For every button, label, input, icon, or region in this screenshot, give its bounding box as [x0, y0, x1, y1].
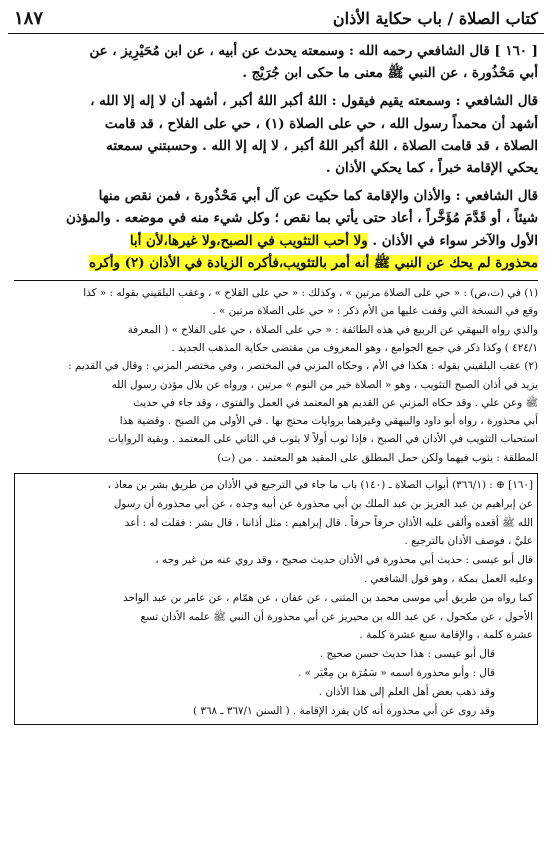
text-line: قال الشافعي : وسمعته يقيم فيقول : اللهُ أكبر اللهُ أكبر ، أشهد أن لا إله إلا الله ، — [90, 93, 538, 110]
text-line: [ ١٦٠ ] قال الشافعي رحمه الله : وسمعته يحدث عن أبيه ، عن ابن مُحَيْرِيز ، عن — [89, 43, 538, 59]
text-line: (١) في (ت،ص) : « حي على الصلاة مرتين » ، وكذلك : « حي على الفلاح » ، وعقب البلقيني بقوله : « كذا — [83, 287, 538, 300]
footnotes — [14, 284, 538, 467]
text-line: أشهد أن محمداً رسول الله ، حي على الصلاة (١) ، حي على الفلاح ، قد قامت — [104, 115, 538, 132]
text-line: عليَّ ، فوصف الأذان بالترجيع . — [404, 535, 533, 548]
text-line: شيئاً ، أو قَدَّمَ مُؤَخَّراً ، أعاد حتى يأتي بما نقص ؛ وكل شيء منه في موضعه . والمؤذن — [65, 210, 538, 227]
highlighted-text: ولا أحب التثويب في الصبح،ولا غيرها،لأن أبا — [129, 232, 368, 249]
text-line: يزيد في أذان الصبح التثويب ، وهو « الصلاة خير من النوم » مرتين ، ورواه عن بلال مؤذن رسول الله — [111, 378, 538, 391]
text-line: والذي رواه البيهقي عن الربيع في هذه الطائفة : « حي على الصلاة ، حي على الفلاح » ( المعرفة — [127, 323, 538, 336]
text-line: وقد روى عن أبي محذورة أنه كان يفرد الإقامة . ( السنن ٣٦٧/١ ـ ٣٦٨ ) — [193, 704, 495, 717]
text-line: الأحول ، عن مكحول ، عن عبد الله بن محيريز عن أبي محذورة أن النبي ﷺ علمه الأذان تسع — [140, 610, 533, 623]
page-number: ١٨٧ — [14, 8, 44, 29]
footnote-divider — [14, 280, 538, 281]
text-line: [١٦٠] ⊕ : (٣٦٦/١) أبواب الصلاة ـ (١٤٠) باب ما جاء في الترجيع في الأذان من طريق بشر بن معاذ ، — [107, 479, 533, 491]
paragraph-160 — [14, 40, 538, 84]
page-header — [8, 6, 544, 34]
text-line: قال أبو عيسى : هذا حديث حسن صحيح . — [319, 648, 495, 661]
text-line: ٤٢٤/١ ) وكذا ذكر في جمع الجوامع ، وهو المعروف من مقتضى حكاية المذهب الجديد . — [171, 341, 538, 354]
text-line: (٢) عقب البلقيني بقوله : هكذا في الأم ، وحكاه المزني في المختصر ، وفي مختصر المزني : وقال في القديم : — [68, 360, 538, 373]
text-line: المطلقة : يثوب فيهما ولكن حمل المطلق على المقيد هو المعتمد . من (ت) — [217, 451, 538, 464]
book-page — [8, 0, 544, 840]
paragraph-iqama — [14, 90, 538, 179]
text-line: وعليه العمل بمكة ، وهو قول الشافعي . — [363, 572, 533, 585]
text-line: قال : وأبو محذورة اسمه « سَمُرَة بن مِعْيَر » . — [298, 666, 495, 679]
text-line: عشرة كلمة ، والإقامة سبع عشرة كلمة . — [359, 629, 533, 642]
text-line: قال أبو عيسى : حديث أبي محذورة في الأذان حديث صحيح ، وقد روي عنه من غير وجه ، — [155, 554, 533, 567]
text-line: أبي مَحْذُورة ، عن النبي ﷺ معنى ما حكى ابن جُرَيْج . — [242, 65, 538, 82]
running-title: كتاب الصلاة / باب حكاية الأذان — [332, 9, 538, 28]
text-line: كما رواه من طريق أبي موسى محمد بن المثنى ، عن عفان ، عن همّام ، عن عامر بن عبد الواحد — [122, 591, 533, 604]
takhrij-box — [14, 473, 538, 725]
text-line: ﷺ وعن علي . وقد حكاه المزني عن القديم هو المعتمد في العمل والفتوى ، وقد جاء في حديث — [133, 396, 538, 409]
text-line: وقد ذهب بعض أهل العلم إلى هذا الأذان . — [318, 685, 495, 698]
text-line: يحكي الإقامة خبراً ، كما يحكي الأذان . — [325, 160, 538, 177]
text-line: الله ﷺ أقعده وألقى عليه الأذان حرفاً حرفاً . قال إبراهيم : مثل أذاننا ، قال بشر : فقلت له : أعد — [124, 516, 533, 529]
page-content — [8, 34, 544, 725]
text-line: قال الشافعي : والأذان والإقامة كما حكيت عن آل أبي مَحْذُورة ، فمن نقص منها — [98, 188, 538, 205]
text-line — [14, 230, 538, 252]
text-line: عن إبراهيم بن عبد العزيز بن عبد الملك بن أبي محذورة عن أبيه وجده ، عن أبي محذورة أن رسول — [113, 497, 533, 510]
text-line: استحباب التثويب في الأذان في الصبح ، فإذا ثوب أولاً لا يثوب في الثاني على المعتمد . وبقية الروايات — [107, 433, 538, 446]
highlighted-text: محذورة لم يحك عن النبي ﷺ أنه أمر بالتثويب،فأكره الزيادة في الأذان (٢) وأكره — [89, 254, 538, 271]
paragraph-adhan-rules — [14, 185, 538, 274]
text-line: وقع في النسخة التي وقفت عليها من الأم ذكر : « حي على الصلاة مرتين » . — [212, 305, 538, 318]
text-segment: الأول والآخر سواء في الأذان . — [372, 232, 538, 249]
text-line: أبي محذورة ، رواه أبو داود والبيهقي وغيرهما بروايات محتج بها . في الأولى من الصبح . وقضية هذا — [119, 415, 538, 428]
text-line — [14, 252, 538, 274]
text-line: الصلاة ، قد قامت الصلاة ، اللهُ أكبر اللهُ أكبر ، لا إله إلا الله . وحسبتني سمعته — [106, 137, 538, 154]
